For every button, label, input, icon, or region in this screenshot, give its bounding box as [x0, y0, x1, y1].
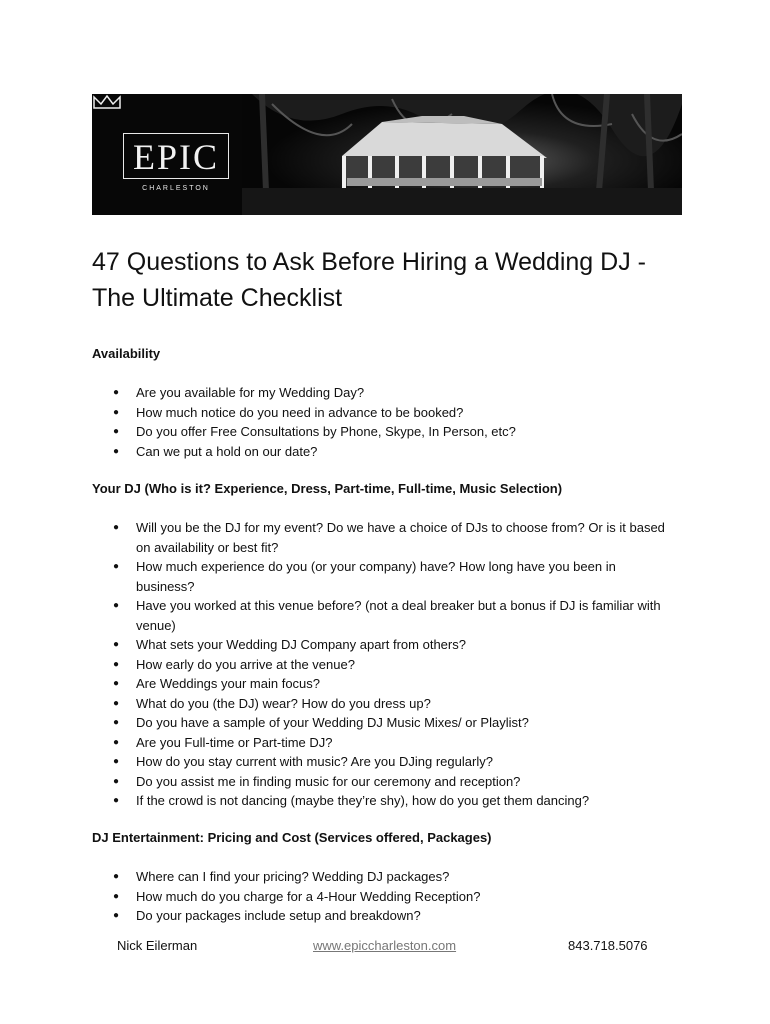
list-item: ● Have you worked at this venue before? (not a deal breaker but a bonus if DJ is familiar with venue)	[110, 596, 670, 635]
list-item: ● Do you have a sample of your Wedding DJ Music Mixes/ or Playlist?	[110, 713, 670, 733]
list-item: ● What do you (the DJ) wear? How do you dress up?	[110, 694, 670, 714]
list-item: ● How early do you arrive at the venue?	[110, 655, 670, 675]
list-item: ● Are you available for my Wedding Day?	[110, 383, 670, 403]
list-item: ● Where can I find your pricing? Wedding DJ packages?	[110, 867, 670, 887]
footer-website-link[interactable]: www.epiccharleston.com	[313, 938, 457, 953]
your-dj-list	[110, 518, 670, 811]
crown-icon	[92, 94, 122, 110]
list-item: ● Are you Full-time or Part-time DJ?	[110, 733, 670, 753]
list-item: ● If the crowd is not dancing (maybe they’re shy), how do you get them dancing?	[110, 791, 670, 811]
header-banner-photo	[92, 94, 682, 215]
footer-name: Nick Eilerman	[117, 938, 198, 953]
list-item: ● What sets your Wedding DJ Company apart from others?	[110, 635, 670, 655]
footer-phone: 843.718.5076	[568, 938, 648, 953]
list-item: ● Do your packages include setup and breakdown?	[110, 906, 670, 926]
list-item: ● Are Weddings your main focus?	[110, 674, 670, 694]
list-item: ● Can we put a hold on our date?	[110, 442, 670, 462]
list-item: ● Will you be the DJ for my event? Do we have a choice of DJs to choose from? Or is it based on availability or best fit?	[110, 518, 670, 557]
pricing-list	[110, 867, 670, 926]
section-heading-pricing: DJ Entertainment: Pricing and Cost (Services offered, Packages)	[92, 830, 492, 845]
list-item: ● How much notice do you need in advance to be booked?	[110, 403, 670, 423]
list-item: ● How much do you charge for a 4-Hour Wedding Reception?	[110, 887, 670, 907]
list-item: ● Do you offer Free Consultations by Phone, Skype, In Person, etc?	[110, 422, 670, 442]
logo-subtitle: CHARLESTON	[142, 185, 210, 192]
document-title: 47 Questions to Ask Before Hiring a Wedding DJ - The Ultimate Checklist	[92, 248, 646, 312]
logo-box	[123, 133, 229, 179]
list-item: ● How much experience do you (or your company) have? How long have you been in business?	[110, 557, 670, 596]
section-heading-your-dj: Your DJ (Who is it? Experience, Dress, Part-time, Full-time, Music Selection)	[92, 481, 563, 496]
logo-wordmark: EPIC	[132, 137, 219, 177]
list-item: ● How do you stay current with music? Are you DJing regularly?	[110, 752, 670, 772]
section-heading-availability: Availability	[92, 346, 161, 361]
availability-list	[110, 383, 670, 461]
list-item: ● Do you assist me in finding music for our ceremony and reception?	[110, 772, 670, 792]
